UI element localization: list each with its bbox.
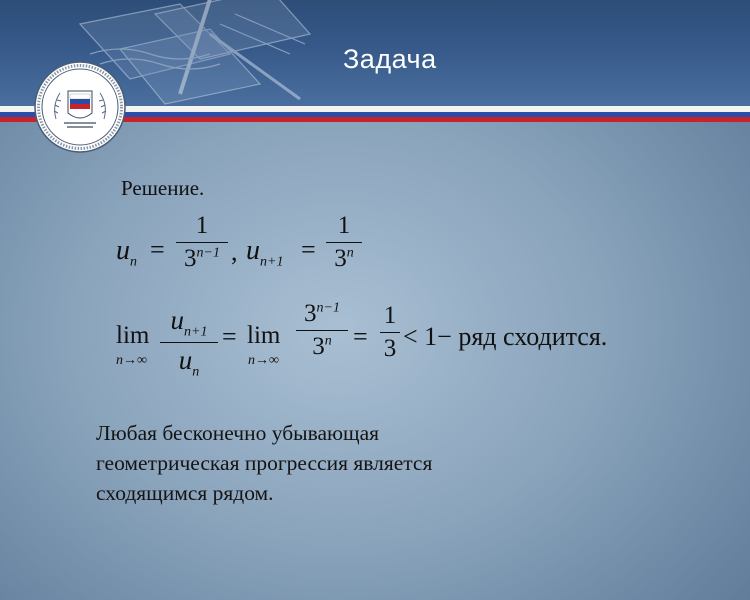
lim-operator-2: lim	[247, 322, 281, 349]
equals-sign: =	[301, 235, 316, 264]
fraction-un1: 1 3$^n$	[326, 212, 362, 273]
statement-text	[96, 418, 616, 508]
convergence-conclusion: < 1− ряд сходится.	[403, 322, 608, 351]
fraction-ratio: $u_{n+1}$ $u_n$	[160, 305, 218, 381]
equals-sign: =	[222, 322, 237, 351]
lim-operator: lim	[116, 322, 150, 349]
slide-title: Задача	[343, 44, 437, 74]
fraction-un: 1 $3^{n-1}$	[176, 212, 228, 273]
equals-sign: =	[150, 235, 165, 264]
equals-sign: =	[353, 322, 368, 351]
fraction-one-third: 1 3	[380, 302, 400, 363]
university-seal-logo	[34, 61, 126, 153]
fraction-powers: $3^{n-1}$ 3$^n$	[296, 300, 348, 361]
lim-subscript: n→∞	[116, 353, 147, 368]
term-un1: $u_{n+1}$	[246, 235, 284, 270]
comma: ,	[231, 237, 238, 266]
statement-line-1: Любая бесконечно убывающая	[96, 421, 380, 445]
statement-line-2: геометрическая прогрессия является	[96, 451, 433, 475]
solution-label: Решение.	[121, 176, 205, 200]
lim-subscript-2: n→∞	[248, 353, 279, 368]
term-un: $u_n$	[116, 235, 137, 270]
statement-line-3: сходящимся рядом.	[96, 481, 274, 505]
